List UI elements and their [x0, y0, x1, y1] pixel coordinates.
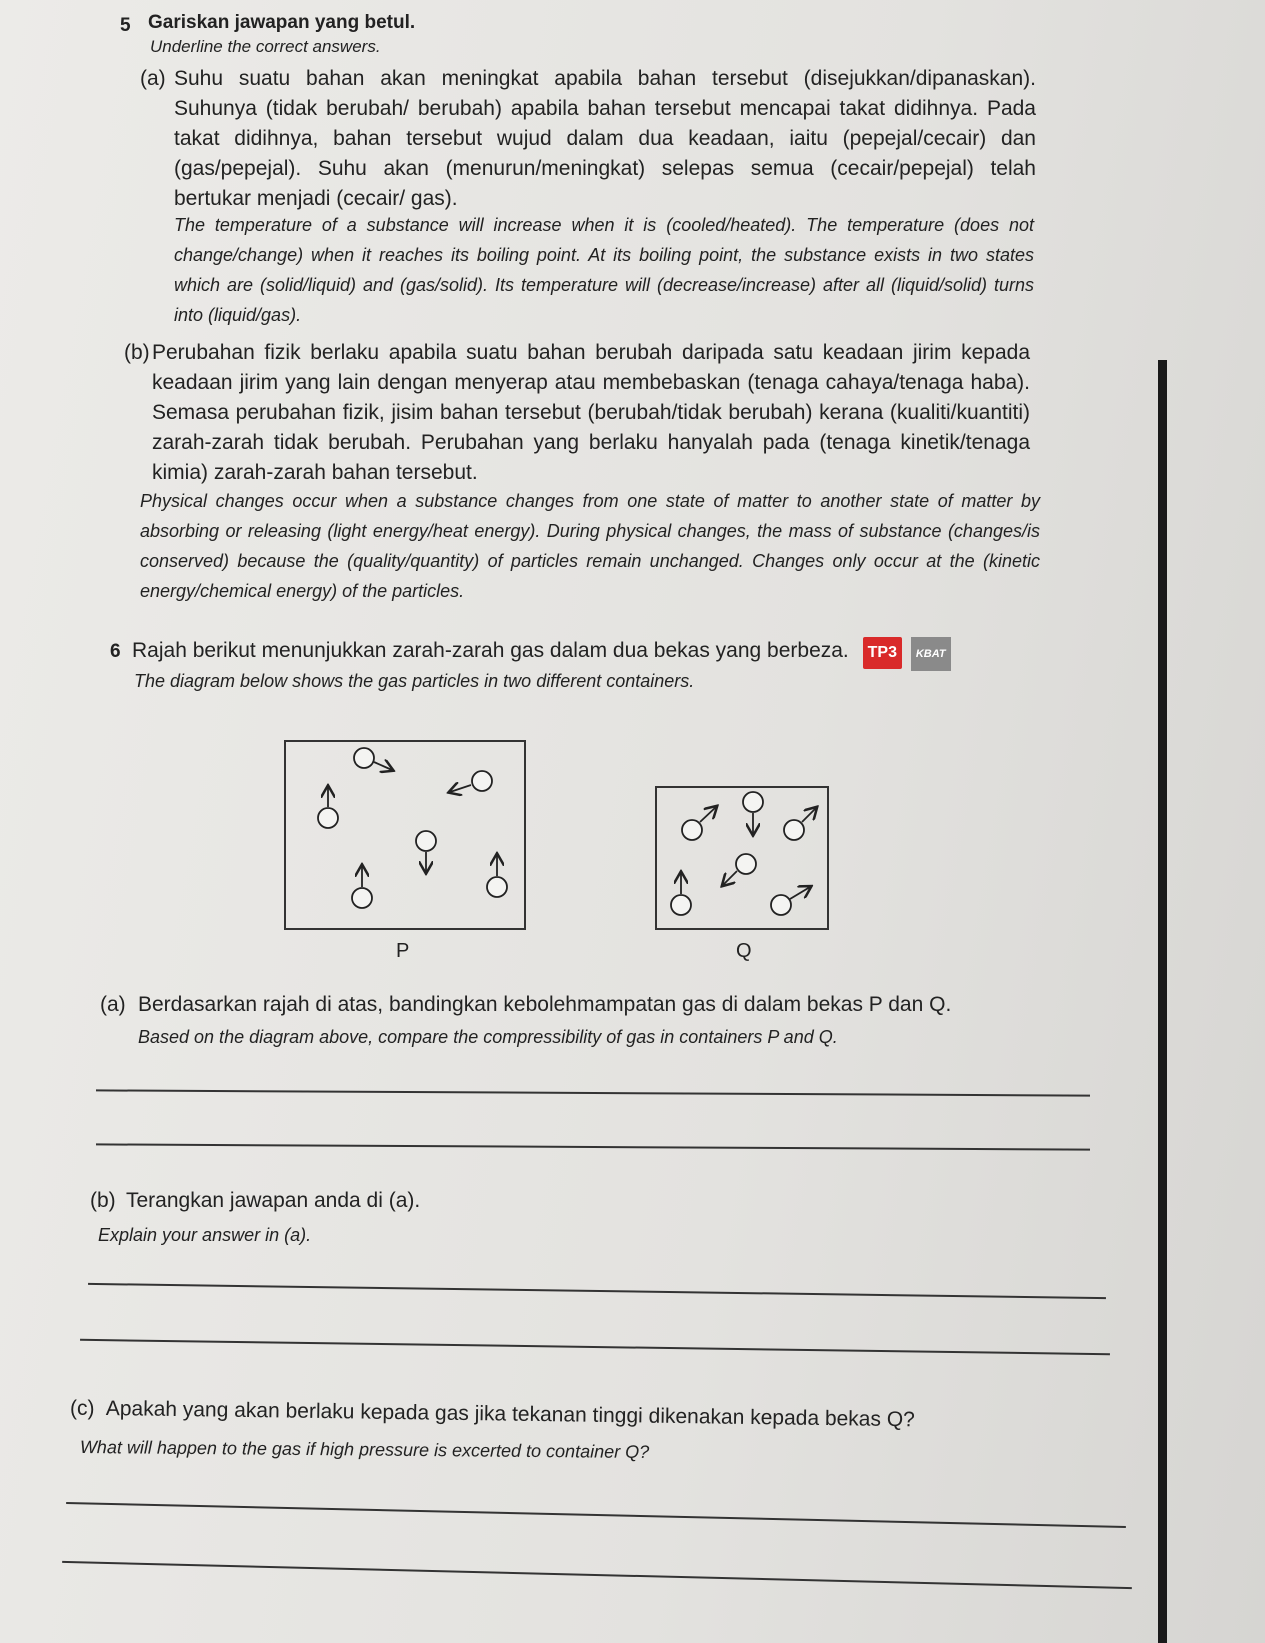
q5-number: 5: [120, 15, 131, 36]
kbat-badge: KBAT: [911, 637, 951, 671]
q5-title-my: Gariskan jawapan yang betul.: [148, 12, 416, 33]
particle-p2: [450, 771, 492, 792]
particle-p3: [318, 787, 338, 828]
particle-p1: [354, 748, 392, 770]
q6-title-my-text: Rajah berikut menunjukkan zarah-zarah gas dalam dua bekas yang berbeza.: [132, 639, 849, 662]
particle-p4: [416, 831, 436, 872]
q6c-text-en: What will happen to the gas if high pressure is excerted to container Q?: [79, 1436, 650, 1462]
q6-title-en: The diagram below shows the gas particles in two different containers.: [134, 671, 695, 691]
q6a-text-en: Based on the diagram above, compare the compressibility of gas in containers P and Q.: [138, 1027, 838, 1047]
q5a-label: (a): [140, 67, 166, 90]
q5a-text-my: Suhu suatu bahan akan meningkat apabila bahan tersebut (disejukkan/dipanaskan). Suhunya (tidak berubah/ berubah) apabila bahan tersebut mencapai takat didihnya. Pada takat didihnya, bahan tersebut wujud dalam dua keadaan, iaitu (pepejal/cecair) dan (gas/pepejal). Suhu akan (menurun/meningkat) selepas semua (cecair/pepejal) telah bertukar menjadi (cecair/ gas).: [174, 67, 1036, 210]
q5a-text-en: The temperature of a substance will increase when it is (cooled/heated). The temperature (does not change/change) when it reaches its boiling point. At its boiling point, the substance exists in two states which are (solid/liquid) and (gas/solid). Its temperature will (decrease/increase) after all (liquid/solid) turns into (liquid/gas).: [174, 215, 1034, 325]
tp3-badge: TP3: [863, 637, 902, 669]
container-q: [655, 786, 829, 930]
q6-number: 6: [110, 641, 121, 662]
q5b-label: (b): [124, 341, 150, 364]
q6b-label: (b): [90, 1189, 116, 1212]
q5b-text-en: Physical changes occur when a substance changes from one state of matter to another state of matter by absorbing or releasing (light energy/heat energy). During physical changes, the mass of substance (changes/is conserved) because the (quality/quantity) of particles remain unchanged. Changes only occur at the (kinetic energy/chemical energy) of the particles.: [140, 491, 1040, 601]
q5b-text-my: Perubahan fizik berlaku apabila suatu bahan berubah daripada satu keadaan jirim kepada keadaan jirim yang lain dengan menyerap atau membebaskan (tenaga cahaya/tenaga haba). Semasa perubahan fizik, jisim bahan tersebut (berubah/tidak berubah) kerana (kualiti/kuantiti) zarah-zarah tidak berubah. Perubahan yang berlaku hanyalah pada (tenaga kinetik/tenaga kimia) zarah-zarah bahan tersebut.: [152, 341, 1030, 484]
container-q-label: Q: [736, 940, 752, 962]
particle-p6: [487, 855, 507, 897]
particle-p5: [352, 866, 372, 908]
q6b-text-my: Terangkan jawapan anda di (a).: [126, 1189, 421, 1212]
q6c-label: (c): [70, 1397, 95, 1420]
q6b-text-en: Explain your answer in (a).: [98, 1225, 312, 1245]
q6a-text-my: Berdasarkan rajah di atas, bandingkan kebolehmampatan gas di dalam bekas P dan Q.: [138, 993, 952, 1016]
container-p-label: P: [396, 940, 410, 962]
q6a-label: (a): [100, 993, 126, 1016]
q5-title-en: Underline the correct answers.: [150, 37, 381, 56]
q6c-text-my: Apakah yang akan berlaku kepada gas jika tekanan tinggi dikenakan kepada bekas Q?: [105, 1396, 915, 1432]
